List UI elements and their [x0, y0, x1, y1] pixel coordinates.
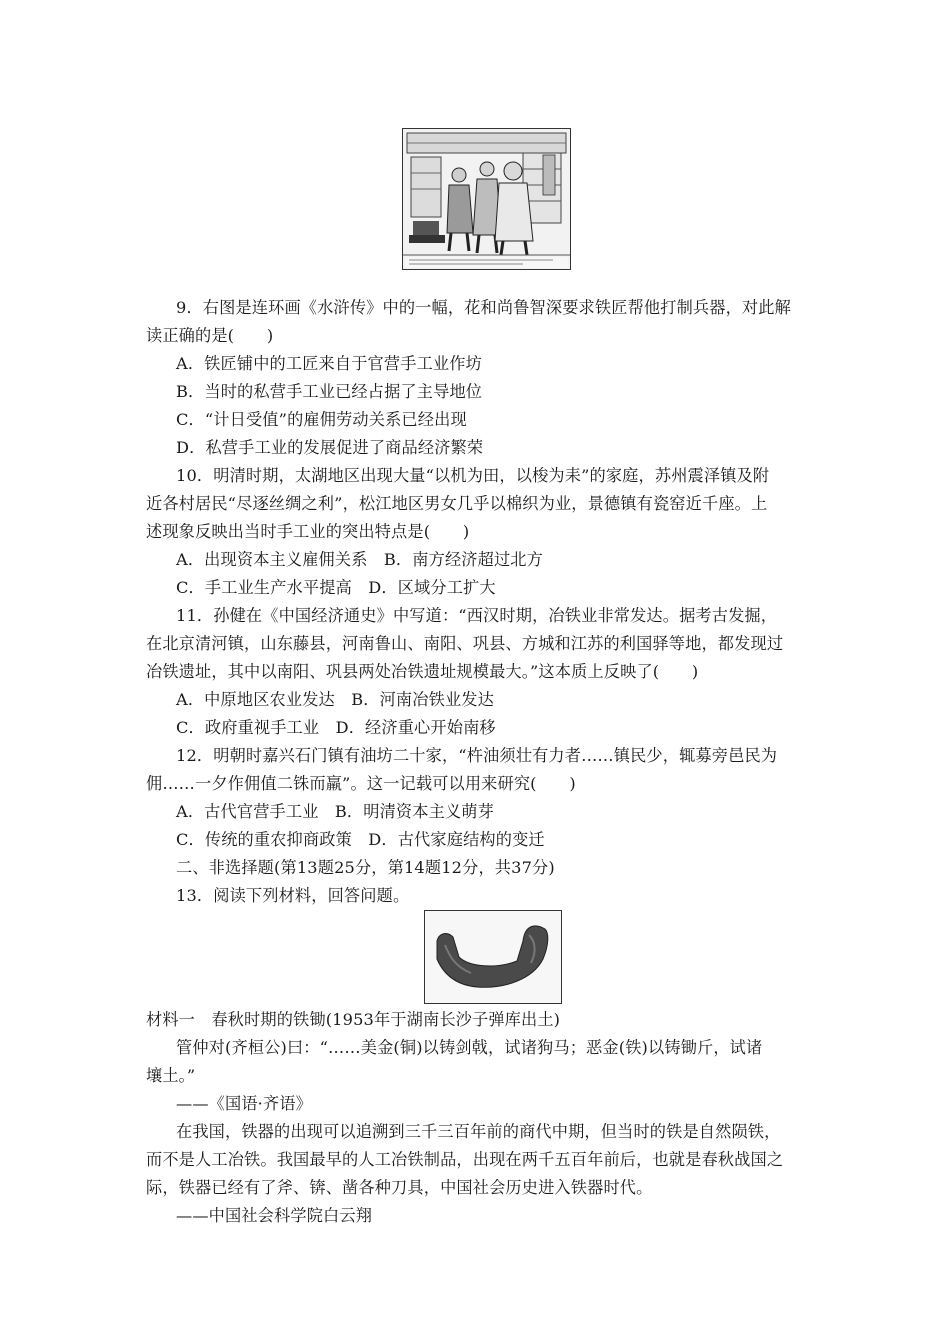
material-1-para-line2: 而不是人工冶铁。我国最早的人工冶铁制品，出现在两千五百年前后，也就是春秋战国之 [146, 1150, 784, 1169]
q12-stem-line1: 12．明朝时嘉兴石门镇有油坊二十家，“杵油须壮有力者……镇民少，辄募旁邑民为 [176, 746, 778, 765]
q11-stem-line1: 11．孙健在《中国经济通史》中写道：“西汉时期，冶铁业非常发达。据考古发掘， [176, 606, 778, 625]
q11-stem-line3: 冶铁遗址，其中以南阳、巩县两处冶铁遗址规模最大。”这本质上反映了( ) [146, 662, 699, 681]
q10-stem-line2: 近各村居民“尽逐丝绸之利”，松江地区男女几乎以棉织为业，景德镇有瓷窑近千座。上 [146, 494, 768, 513]
q12-stem-line2: 佣……一夕作佣值二铢而羸”。这一记载可以用来研究( ) [146, 774, 576, 793]
iron-hoe-image [425, 911, 561, 1003]
material-1-para-line3: 际，铁器已经有了斧、锛、凿各种刀具，中国社会历史进入铁器时代。 [146, 1178, 653, 1197]
comic-illustration [402, 128, 571, 270]
q10-stem-line3: 述现象反映出当时手工业的突出特点是( ) [146, 522, 470, 541]
iron-hoe-photo [424, 910, 562, 1004]
material-1-quote-line2: 壤土。” [146, 1066, 196, 1085]
section-heading: 二、非选择题(第13题25分，第14题12分，共37分) [176, 858, 555, 877]
q13-stem: 13．阅读下列材料，回答问题。 [176, 886, 410, 905]
q9-option-d: D．私营手工业的发展促进了商品经济繁荣 [176, 438, 484, 457]
q9-stem-line2: 读正确的是( ) [146, 326, 274, 345]
q12-options-cd: C．传统的重农抑商政策 D．古代家庭结构的变迁 [176, 830, 545, 849]
material-1-para-line1: 在我国，铁器的出现可以追溯到三千三百年前的商代中期，但当时的铁是自然陨铁， [176, 1122, 781, 1141]
q9-option-a: A．铁匠铺中的工匠来自于官营手工业作坊 [176, 354, 482, 373]
q11-options-cd: C．政府重视手工业 D．经济重心开始南移 [176, 718, 496, 737]
material-1-quote-line1: 管仲对(齐桓公)曰：“……美金(铜)以铸剑戟，试诸狗马；恶金(铁)以铸锄斤，试诸 [176, 1038, 763, 1057]
q9-option-b: B．当时的私营手工业已经占据了主导地位 [176, 382, 483, 401]
material-1-para-source: ——中国社会科学院白云翔 [176, 1206, 373, 1225]
blacksmith-scene-image [403, 129, 570, 269]
q10-options-ab: A．出现资本主义雇佣关系 B．南方经济超过北方 [176, 550, 543, 569]
q10-options-cd: C．手工业生产水平提高 D．区域分工扩大 [176, 578, 496, 597]
q11-stem-line2: 在北京清河镇，山东藤县，河南鲁山、南阳、巩县、方城和江苏的利国驿等地，都发现过 [146, 634, 784, 653]
q11-options-ab: A．中原地区农业发达 B．河南冶铁业发达 [176, 690, 494, 709]
q10-stem-line1: 10．明清时期，太湖地区出现大量“以机为田，以梭为耒”的家庭，苏州震泽镇及附 [176, 466, 770, 485]
q12-options-ab: A．古代官营手工业 B．明清资本主义萌芽 [176, 802, 494, 821]
q9-option-c: C．“计日受值”的雇佣劳动关系已经出现 [176, 410, 467, 429]
material-1-source: ——《国语·齐语》 [176, 1094, 312, 1113]
material-1-caption: 材料一 春秋时期的铁锄(1953年于湖南长沙子弹库出土) [146, 1010, 561, 1029]
q9-stem-line1: 9．右图是连环画《水浒传》中的一幅，花和尚鲁智深要求铁匠帮他打制兵器，对此解 [176, 298, 791, 317]
